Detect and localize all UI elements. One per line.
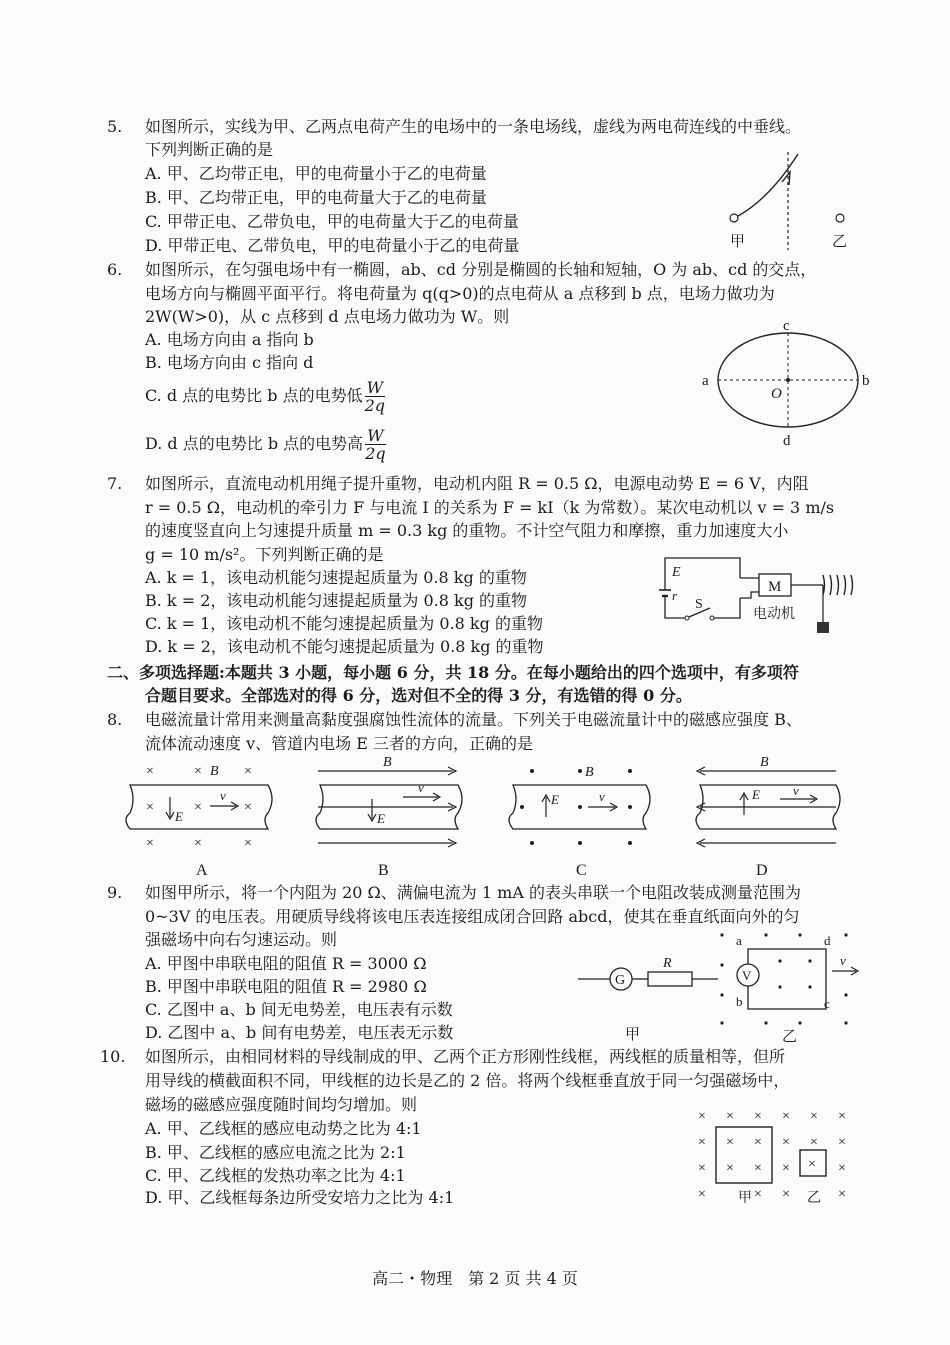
label-b-field: B: [210, 764, 219, 779]
q6-stem-line2: 电场方向与椭圆平面平行。将电荷量为 q(q>0)的点电荷从 a 点移到 b 点，电场力做功为: [145, 284, 775, 303]
section2-heading-line2: 合题目要求。全部选对的得 6 分，选对但不全的得 3 分，有选错的得 0 分。: [145, 686, 692, 705]
cross-mark: ×: [754, 1187, 762, 1202]
cross-mark: ×: [194, 764, 202, 779]
q9-number: 9.: [107, 883, 123, 902]
q6-stem-line1: 如图所示，在匀强电场中有一椭圆，ab、cd 分别是椭圆的长轴和短轴，O 为 ab、cd 的交点，: [145, 260, 817, 279]
page-footer: 高二・物理 第 2 页 共 4 页: [372, 1269, 578, 1288]
label-a: a: [702, 373, 709, 389]
fraction-numerator: W: [366, 378, 384, 397]
cross-mark: ×: [782, 1109, 790, 1124]
cross-mark: ×: [698, 1187, 706, 1202]
cross-mark: ×: [838, 1161, 846, 1176]
label-c: c: [824, 996, 830, 1011]
q10-stem-line2: 用导线的横截面积不同，甲线框的边长是乙的 2 倍。将两个线框垂直放于同一匀强磁场中，: [145, 1071, 790, 1090]
label-b: b: [736, 994, 743, 1009]
q8-figure-d: [696, 755, 840, 879]
label-r: R: [663, 956, 672, 971]
label-loop-jia: 甲: [738, 1191, 752, 1206]
label-e: E: [752, 787, 760, 802]
q6-option-d: D. d 点的电势比 b 点的电势高: [145, 434, 364, 453]
cross-mark: ×: [838, 1135, 846, 1150]
cross-mark: ×: [726, 1109, 734, 1124]
q8-number: 8.: [107, 710, 123, 729]
switch-contact-left: [685, 616, 689, 620]
label-switch: S: [695, 597, 703, 612]
q5-option-b: B. 甲、乙均带正电，甲的电荷量大于乙的电荷量: [145, 188, 487, 207]
label-o: O: [771, 386, 782, 402]
q8-figure-c: [509, 765, 650, 879]
q5-field-line-figure: [720, 150, 860, 260]
q8-figure-a: [126, 764, 272, 879]
label-c: c: [783, 318, 790, 334]
label-v: v: [418, 780, 424, 795]
rope-coil: [823, 575, 853, 595]
label-d: d: [824, 933, 831, 948]
fraction-numerator: W: [367, 426, 384, 445]
q6-option-c-row: [145, 378, 385, 414]
q8-flowmeter-figures: [118, 755, 858, 880]
q10-option-a: A. 甲、乙线框的感应电动势之比为 4:1: [145, 1119, 422, 1138]
label-a: a: [736, 933, 742, 948]
q5-stem-line1: 如图所示，实线为甲、乙两点电荷产生的电场中的一条电场线，虚线为两电荷连线的中垂线。: [145, 117, 802, 136]
label-e: E: [377, 811, 385, 826]
cross-mark: ×: [244, 764, 252, 779]
label-v: v: [793, 783, 799, 798]
q7-motor-circuit-figure: [655, 548, 870, 643]
cross-mark: ×: [754, 1135, 762, 1150]
dot-mark: [530, 769, 534, 773]
fraction-denominator: 2q: [365, 444, 386, 463]
q5-number: 5.: [107, 117, 123, 136]
cross-mark: ×: [244, 800, 252, 815]
wire-motor-out: [740, 592, 759, 598]
dot-mark: [578, 805, 582, 809]
section2-heading-line1: 二、多项选择题:本题共 3 小题，每小题 6 分，共 18 分。在每小题给出的四个选项中，有多项符: [107, 663, 799, 682]
wire-bottom: [714, 598, 740, 618]
fraction-denominator: 2q: [364, 396, 386, 415]
charge-yi: [836, 214, 844, 222]
q6-option-d-row: [145, 426, 386, 462]
center-point: [786, 378, 790, 382]
q5-option-a: A. 甲、乙均带正电，甲的电荷量小于乙的电荷量: [145, 164, 487, 183]
q6-option-b: B. 电场方向由 c 指向 d: [145, 353, 314, 372]
cross-mark: ×: [698, 1161, 706, 1176]
q5-option-d: D. 甲带正电、乙带负电，甲的电荷量小于乙的电荷量: [145, 236, 520, 255]
cross-mark: ×: [838, 1187, 846, 1202]
label-b-field: B: [585, 765, 594, 780]
q7-option-a: A. k = 1，该电动机能匀速提起质量为 0.8 kg 的重物: [145, 568, 527, 587]
label-emf: E: [672, 565, 681, 580]
weight-block: [817, 622, 829, 633]
label-velocity: v: [840, 953, 846, 968]
cross-mark: ×: [810, 1109, 818, 1124]
q10-option-c: C. 甲、乙线框的发热功率之比为 4:1: [145, 1166, 406, 1185]
label-b-field: B: [760, 755, 769, 770]
label-motor-m: M: [768, 579, 782, 595]
label-r: r: [672, 588, 678, 603]
q6-option-d-fraction: [365, 427, 385, 462]
q5-stem-line2: 下列判断正确的是: [145, 140, 274, 159]
series-resistor: [648, 972, 692, 986]
q7-number: 7.: [107, 474, 123, 493]
option-label-d: D: [756, 862, 768, 879]
dot-mark: [520, 805, 524, 809]
label-fig-jia: 甲: [625, 1027, 641, 1043]
label-g: G: [615, 973, 626, 988]
label-v: v: [599, 789, 605, 804]
label-b-field: B: [383, 755, 392, 770]
charge-jia: [730, 214, 738, 222]
cross-mark: ×: [726, 1135, 734, 1150]
loop-jia: [716, 1127, 772, 1183]
q6-option-c: C. d 点的电势比 b 点的电势低: [145, 386, 363, 405]
q10-stem-line3: 磁场的磁感应强度随时间均匀增加。则: [145, 1095, 418, 1114]
cross-mark: ×: [146, 764, 154, 779]
label-e: E: [175, 809, 183, 824]
cross-mark: ×: [698, 1135, 706, 1150]
q7-stem-line1: 如图所示，直流电动机用绳子提升重物，电动机内阻 R = 0.5 Ω，电源电动势 E = 6 V，内阻: [145, 474, 809, 493]
q7-option-b: B. k = 2，该电动机能匀速提起质量为 0.8 kg 的重物: [145, 591, 528, 610]
q7-stem-line2: r = 0.5 Ω，电动机的牵引力 F 与电流 I 的关系为 F = kI（k 为常数）。某次电动机以 v = 3 m/s: [145, 498, 835, 517]
q7-option-d: D. k = 2，该电动机不能匀速提起质量为 0.8 kg 的重物: [145, 637, 544, 656]
q10-option-b: B. 甲、乙线框的感应电流之比为 2:1: [145, 1143, 406, 1162]
q9-stem-line2: 0~3V 的电压表。用硬质导线将该电压表连接组成闭合回路 abcd，使其在垂直纸面向外的匀: [145, 907, 800, 926]
dot-mark: [578, 769, 582, 773]
dot-mark: [530, 841, 534, 845]
loop-abcd: [748, 949, 826, 1009]
cross-mark: ×: [808, 1157, 816, 1172]
q8-stem-line2: 流体流动速度 v、管道内电场 E 三者的方向，正确的是: [145, 734, 533, 753]
q10-stem-line1: 如图所示，由相同材料的导线制成的甲、乙两个正方形刚性线框，两线框的质量相等，但所: [145, 1047, 786, 1066]
label-fig-yi: 乙: [782, 1029, 798, 1045]
option-label-a: A: [196, 862, 208, 879]
dot-mark: [628, 841, 632, 845]
cross-mark: ×: [782, 1187, 790, 1202]
q6-ellipse-figure: [695, 318, 885, 453]
cross-mark: ×: [782, 1161, 790, 1176]
q7-stem-line3: 的速度竖直向上匀速提升质量 m = 0.3 kg 的重物。不计空气阻力和摩擦，重力加速度大小: [145, 521, 789, 540]
q9-stem-line1: 如图甲所示，将一个内阻为 20 Ω、满偏电流为 1 mA 的表头串联一个电阻改装成测量范围为: [145, 883, 801, 902]
cross-mark: ×: [810, 1135, 818, 1150]
cross-mark: ×: [782, 1135, 790, 1150]
q5-option-c: C. 甲带正电、乙带负电，甲的电荷量大于乙的电荷量: [145, 212, 519, 231]
q8-figure-b: [316, 755, 462, 879]
q6-option-a: A. 电场方向由 a 指向 b: [145, 330, 314, 349]
cross-mark: ×: [754, 1109, 762, 1124]
q9-voltmeter-figures: [570, 925, 865, 1045]
dot-mark: [578, 841, 582, 845]
q9-option-b: B. 甲图中串联电阻的阻值 R = 2980 Ω: [145, 977, 427, 996]
option-label-b: B: [378, 862, 389, 879]
cross-mark: ×: [698, 1109, 706, 1124]
option-label-c: C: [576, 862, 587, 879]
cross-mark: ×: [726, 1161, 734, 1176]
label-e: E: [551, 792, 559, 807]
q9-option-c: C. 乙图中 a、b 间无电势差，电压表有示数: [145, 1000, 453, 1019]
q8-stem-line1: 电磁流量计常用来测量高黏度强腐蚀性流体的流量。下列关于电磁流量计中的磁感应强度 B、: [145, 710, 802, 729]
label-loop-yi: 乙: [807, 1191, 821, 1206]
cross-mark: ×: [838, 1109, 846, 1124]
q9-option-a: A. 甲图中串联电阻的阻值 R = 3000 Ω: [145, 954, 427, 973]
q10-number: 10.: [100, 1047, 126, 1066]
q7-option-c: C. k = 1，该电动机不能匀速提起质量为 0.8 kg 的重物: [145, 614, 543, 633]
label-b: b: [862, 373, 870, 389]
q7-stem-line4: g = 10 m/s²。下列判断正确的是: [145, 545, 384, 564]
q9-option-d: D. 乙图中 a、b 间有电势差，电压表无示数: [145, 1023, 454, 1042]
q6-stem-line3: 2W(W>0)，从 c 点移到 d 点电场力做功为 W。则: [145, 307, 510, 326]
cross-mark: ×: [244, 836, 252, 851]
q6-option-c-fraction: [365, 379, 385, 414]
cross-mark: ×: [194, 800, 202, 815]
label-v-meter: V: [742, 968, 752, 983]
switch-contact-right: [710, 616, 714, 620]
dot-mark: [628, 805, 632, 809]
label-motor: 电动机: [753, 607, 795, 622]
q9-stem-line3: 强磁场中向右匀速运动。则: [145, 930, 338, 949]
q10-option-d: D. 甲、乙线框每条边所受安培力之比为 4:1: [145, 1188, 455, 1207]
cross-mark: ×: [146, 836, 154, 851]
label-jia: 甲: [730, 234, 746, 250]
q6-number: 6.: [107, 260, 123, 279]
label-v: v: [220, 788, 226, 803]
cross-mark: ×: [194, 836, 202, 851]
cross-mark: ×: [754, 1161, 762, 1176]
q10-loops-figure: [690, 1100, 860, 1210]
dot-mark: [628, 769, 632, 773]
label-yi: 乙: [832, 234, 848, 250]
cross-mark: ×: [146, 800, 154, 815]
label-d: d: [783, 433, 791, 449]
